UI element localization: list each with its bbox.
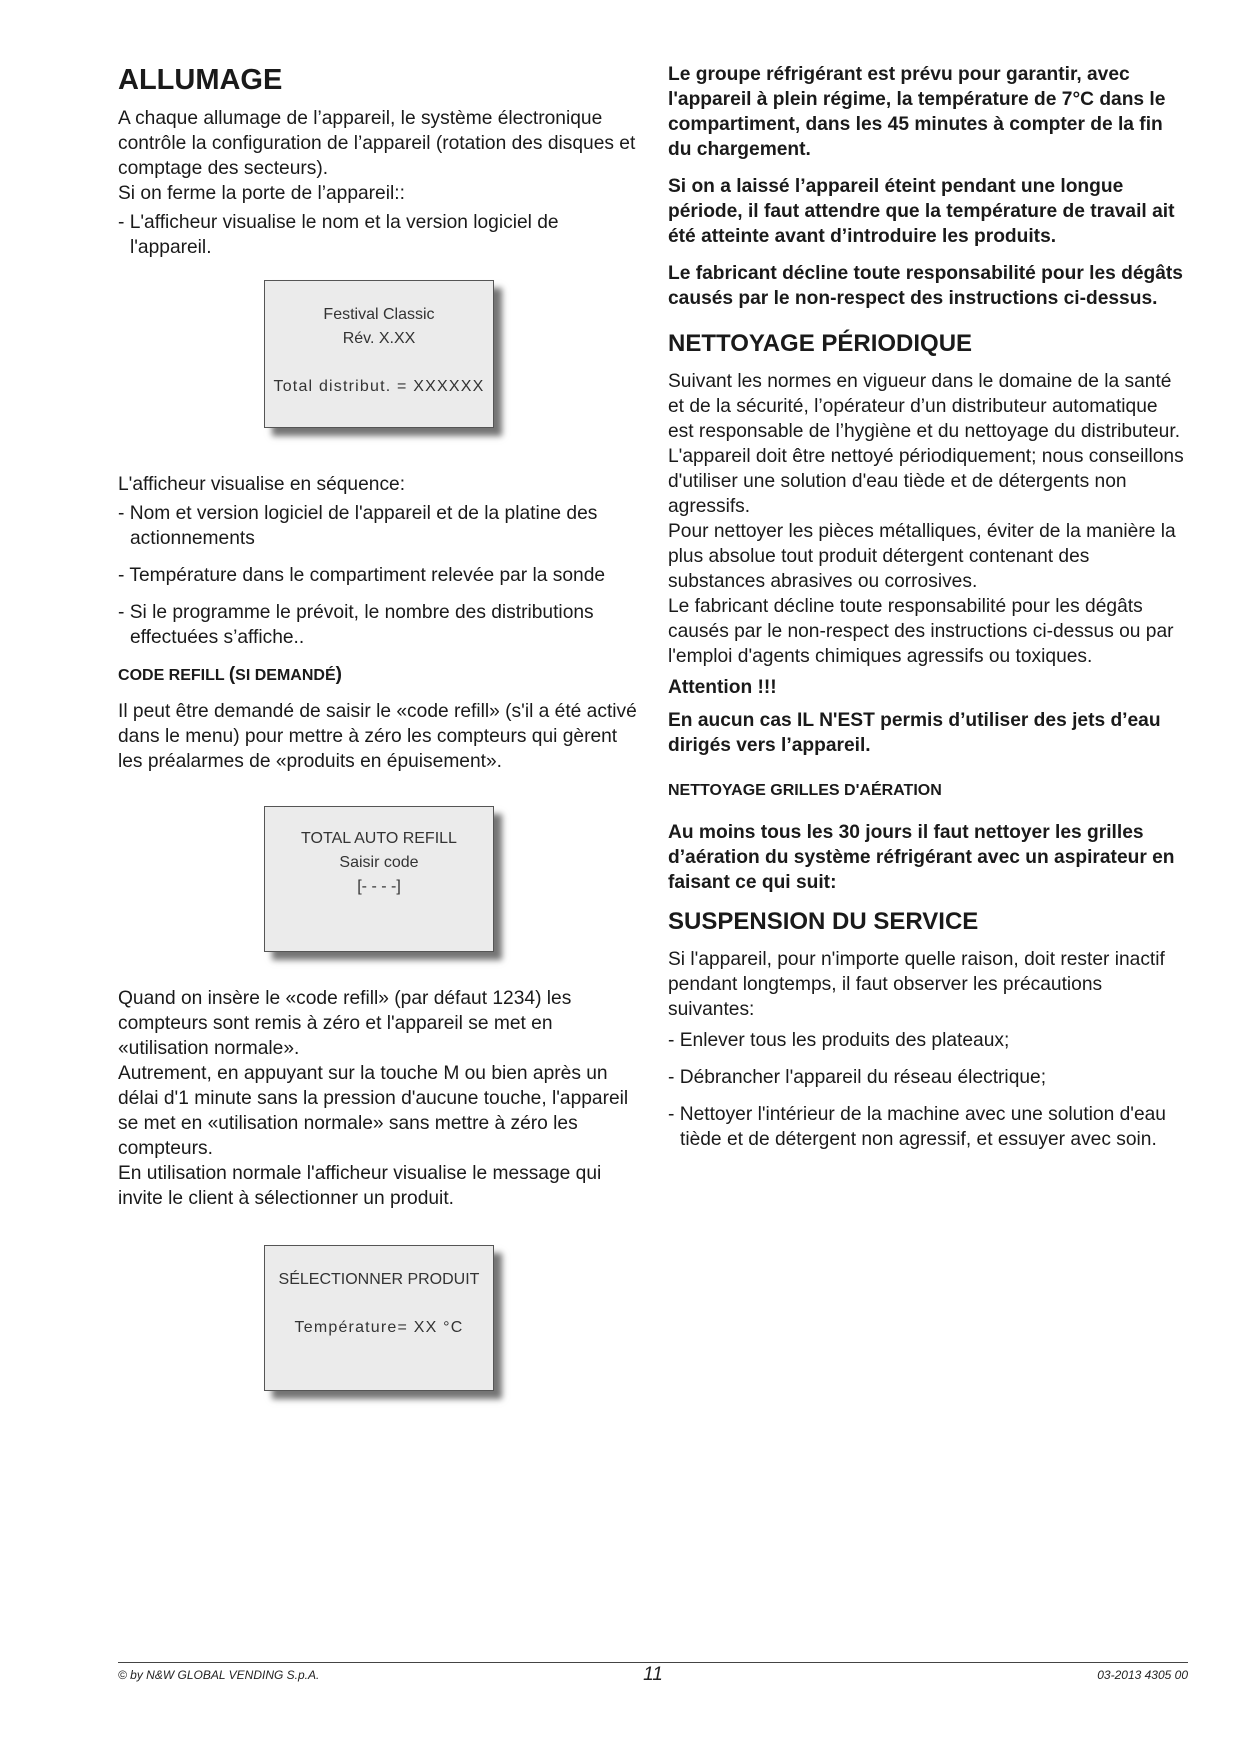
heading-part: ( [228,664,236,685]
display-auto-refill [264,806,494,952]
cleaning-paragraph: Pour nettoyer les pièces métalliques, éviter de la manière la plus absolue tout produit détergent contenant des substances abrasives ou corrosives. [668,521,1176,592]
cleaning-paragraph: L'appareil doit être nettoyé périodiquement; nous conseillons d'utiliser une solution d'eau tiède et de détergents non agressifs. [668,446,1184,517]
display-line: Température= XX °C [294,1319,464,1336]
page-number: 11 [643,1664,663,1685]
warning-liability: Le fabricant décline toute responsabilité pour les dégâts causés par le non-respect des instructions ci-dessus. [668,263,1183,309]
list-item: - Enlever tous les produits des plateaux; [668,1030,1010,1051]
attention-label: Attention !!! [668,677,777,698]
list-item: - Nettoyer l'intérieur de la machine avec une solution d'eau tiède et de détergent non agressif, et essuyer avec soin. [668,1104,1166,1150]
code-refill-text: Il peut être demandé de saisir le «code refill» (s'il a été activé dans le menu) pour mettre à zéro les compteurs qui gèrent les préalarmes de «produits en épuisement». [118,701,637,772]
warning-long-period: Si on a laissé l’appareil éteint pendant une longue période, il faut attendre que la température de travail ait été atteinte avant d’introduire les produits. [668,176,1175,247]
display-select-product [264,1245,494,1391]
list-item: - Si le programme le prévoit, le nombre des distributions effectuées s’affiche.. [118,602,594,648]
list-item: - Nom et version logiciel de l'appareil et de la platine des actionnements [118,503,598,549]
cleaning-paragraph: Suivant les normes en vigueur dans le domaine de la santé et de la sécurité, l’opérateur d’un distributeur automatique est responsable de l’hygiène et du nettoyage du distributeur. [668,371,1181,442]
display-line: [- - - -] [357,878,401,895]
list-item: - Débrancher l'appareil du réseau électrique; [668,1067,1047,1088]
left-column [118,62,638,1391]
sequence-list [118,501,638,650]
refill-after-1: Quand on insère le «code refill» (par défaut 1234) les compteurs sont remis à zéro et l'appareil se met en «utilisation normale». [118,988,572,1059]
warning-refrigeration: Le groupe réfrigérant est prévu pour garantir, avec l'appareil à plein régime, la température de 7°C dans le compartiment, dans les 45 minutes à compter de la fin du chargement. [668,64,1166,160]
heading-part: SI DEMANDÉ [235,667,336,684]
list-item: - Température dans le compartiment relevée par la sonde [118,565,606,586]
footer-doc-code: 03-2013 4305 00 [1097,1668,1188,1682]
display-startup [264,280,494,428]
display-line: Total distribut. = XXXXXX [273,378,485,395]
display-line: TOTAL AUTO REFILL [301,830,457,847]
heading-part: ODE REFILL [129,667,229,684]
heading-part: C [118,667,130,684]
footer-divider [118,1662,1188,1663]
suspension-list [668,1028,1188,1152]
display-line: Rév. X.XX [342,330,416,347]
display-line: Saisir code [339,854,419,871]
section-title-nettoyage: NETTOYAGE PÉRIODIQUE [668,330,973,357]
display-line: Festival Classic [323,306,435,323]
suspension-intro: Si l'appareil, pour n'importe quelle raison, doit rester inactif pendant longtemps, il faut observer les précautions suivantes: [668,949,1165,1020]
allumage-intro-2: Si on ferme la porte de l’appareil:: [118,183,405,204]
right-column [668,62,1188,1164]
refill-after-2: Autrement, en appuyant sur la touche M ou bien après un délai d'1 minute sans la pression d'aucune touche, l'appareil se met en «utilisation normale» sans mettre à zéro les compteurs. [118,1063,629,1159]
sequence-intro: L'afficheur visualise en séquence: [118,474,406,495]
section-title-allumage: ALLUMAGE [118,64,283,96]
footer-copyright: © by N&W GLOBAL VENDING S.p.A. [118,1668,320,1682]
display-line: SÉLECTIONNER PRODUIT [278,1271,480,1288]
cleaning-paragraph: Le fabricant décline toute responsabilité pour les dégâts causés par le non-respect des instructions ci-dessus ou par l'emploi d'agents chimiques agressifs ou toxiques. [668,596,1174,667]
allumage-intro: A chaque allumage de l’appareil, le système électronique contrôle la configuration de l’appareil (rotation des disques et comptage des secteurs). [118,108,636,179]
section-title-suspension: SUSPENSION DU SERVICE [668,908,979,935]
heading-part: ) [335,664,342,685]
grilles-text: Au moins tous les 30 jours il faut nettoyer les grilles d’aération du système réfrigérant avec un aspirateur en faisant ce qui suit: [668,822,1175,893]
heading-code-refill [118,664,638,687]
allumage-list [118,210,638,260]
attention-text: En aucun cas IL N'EST permis d’utiliser des jets d’eau dirigés vers l’appareil. [668,710,1161,756]
heading-grilles: NETTOYAGE GRILLES D'AÉRATION [668,782,942,799]
list-item: - L'afficheur visualise le nom et la version logiciel de l'appareil. [118,212,559,258]
refill-after-3: En utilisation normale l'afficheur visualise le message qui invite le client à sélectionner un produit. [118,1163,602,1209]
